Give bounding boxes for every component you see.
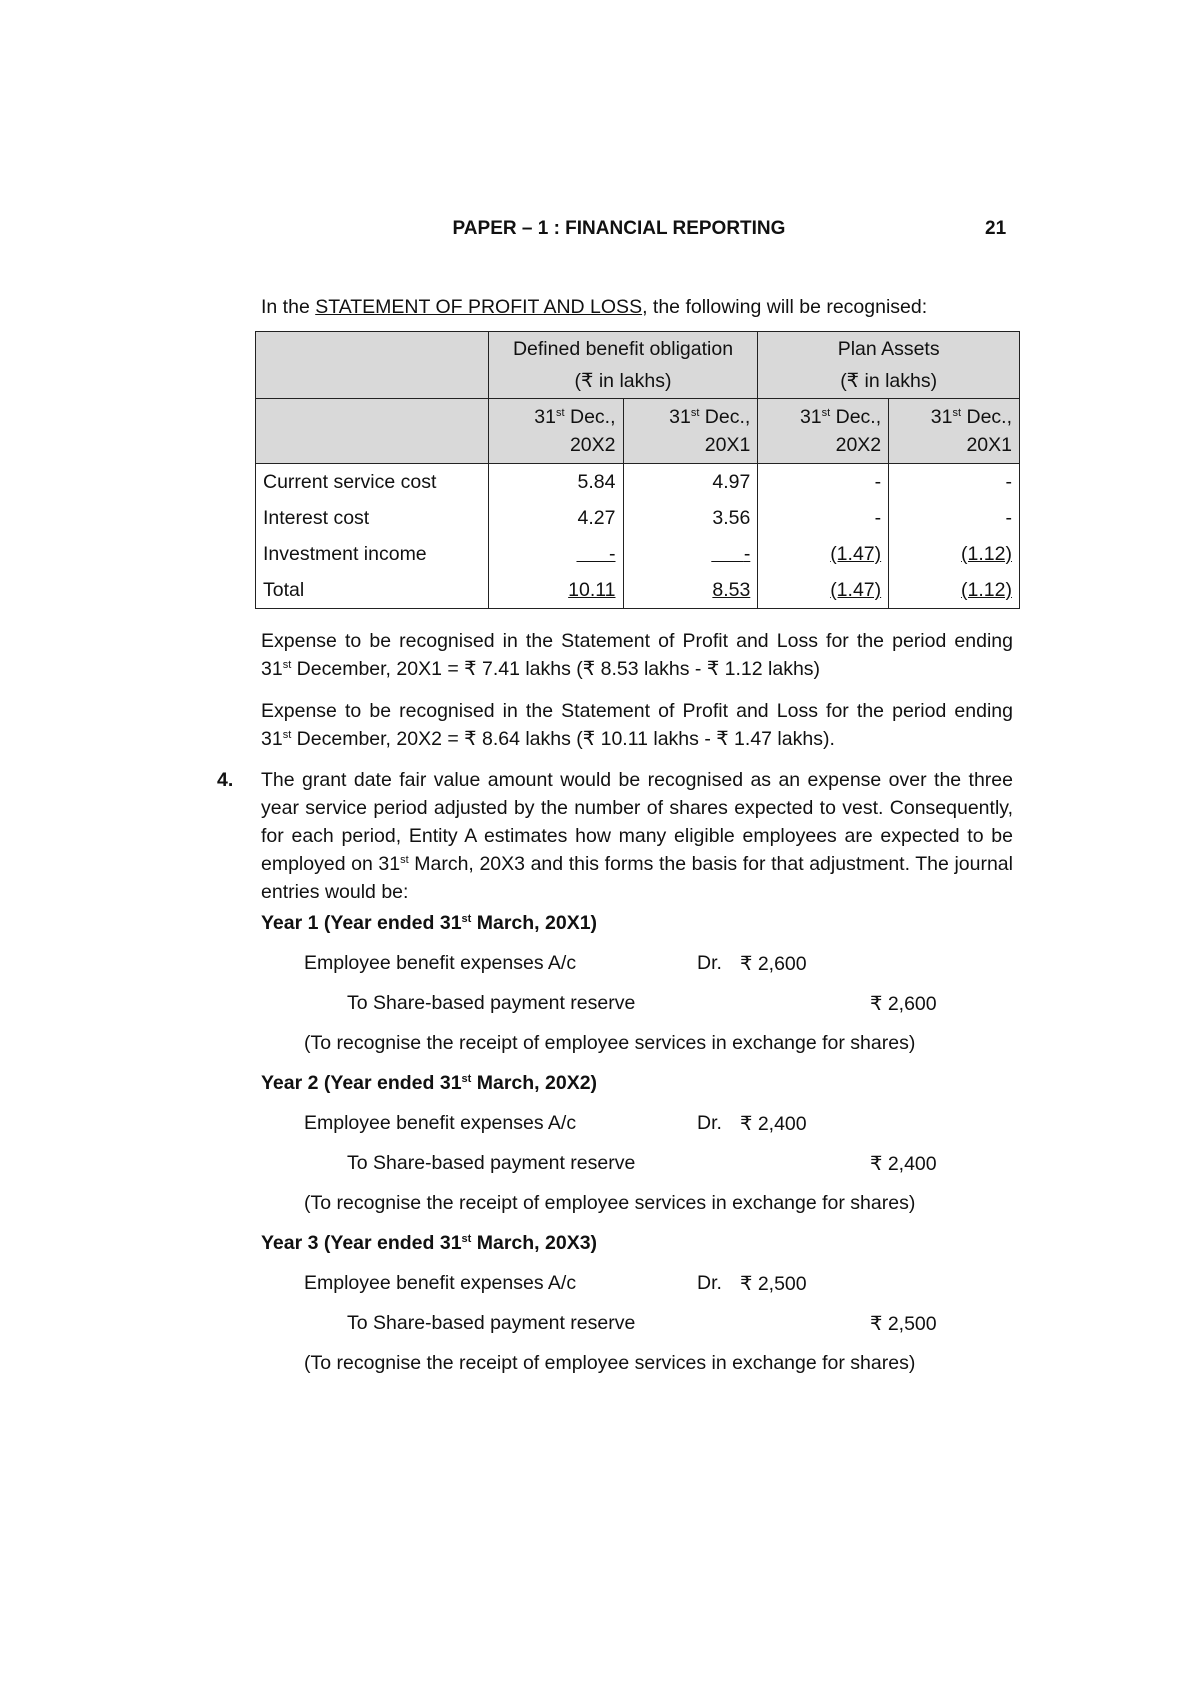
question-4-paragraph: The grant date fair value amount would be recognised as an expense over the three year service period adjusted by the number of shares expected to vest. Consequently, for each period, Entity A estimates how many eligible employees are expected to be employed on 31st March, 20X3 and this forms the basis for that adjustment. The journal entries would be: <box>261 769 1013 903</box>
narration: (To recognise the receipt of employee services in exchange for shares) <box>304 1032 916 1054</box>
profit-loss-table <box>255 331 1020 609</box>
expense-paragraph-20x1 <box>261 627 1013 683</box>
debit-amount: ₹ 2,600 <box>740 953 807 975</box>
debit-account: Employee benefit expenses A/c <box>304 952 577 974</box>
table-cell: 8.53 <box>623 572 758 609</box>
table-header-row-1 <box>256 332 1020 399</box>
row-label: Investment income <box>256 536 489 572</box>
table-cell: - <box>889 500 1020 536</box>
table-row <box>256 464 1020 501</box>
table-cell: (1.12) <box>889 572 1020 609</box>
page-header-title: PAPER – 1 : FINANCIAL REPORTING <box>452 218 786 239</box>
table-cell: - <box>623 536 758 572</box>
table-cell: 4.27 <box>488 500 623 536</box>
header-dbo-line2: (₹ in lakhs) <box>574 370 672 392</box>
table-cell: 5.84 <box>488 464 623 501</box>
table-cell: (1.12) <box>889 536 1020 572</box>
col-header: 31st Dec., 20X2 <box>758 399 889 464</box>
table-row-total <box>256 572 1020 609</box>
header-pa-line2: (₹ in lakhs) <box>840 370 938 392</box>
year-3-heading: Year 3 (Year ended 31st March, 20X3) <box>261 1232 598 1254</box>
para2-line1: Expense to be recognised in the Statement of Profit and Loss for the period ending <box>261 700 1013 722</box>
credit-amount: ₹ 2,400 <box>870 1153 937 1175</box>
debit-amount: ₹ 2,500 <box>740 1273 807 1295</box>
narration: (To recognise the receipt of employee services in exchange for shares) <box>304 1352 916 1374</box>
para1-line2: 31st December, 20X1 = ₹ 7.41 lakhs (₹ 8.53 lakhs - ₹ 1.12 lakhs) <box>261 658 821 680</box>
credit-account: To Share-based payment reserve <box>347 1152 636 1174</box>
table-cell: - <box>889 464 1020 501</box>
debit-amount: ₹ 2,400 <box>740 1113 807 1135</box>
narration: (To recognise the receipt of employee services in exchange for shares) <box>304 1192 916 1214</box>
header-pa-line1: Plan Assets <box>837 338 940 360</box>
intro-before: In the <box>261 296 316 318</box>
intro-underlined: STATEMENT OF PROFIT AND LOSS <box>315 296 643 318</box>
table-cell: - <box>758 464 889 501</box>
table-cell: 10.11 <box>488 572 623 609</box>
question-number: 4. <box>217 769 234 791</box>
row-label: Current service cost <box>256 464 489 501</box>
header-dbo <box>488 332 758 399</box>
expense-paragraph-20x2 <box>261 697 1013 753</box>
para1-line1: Expense to be recognised in the Statement of Profit and Loss for the period ending <box>261 630 1013 652</box>
intro-after: , the following will be recognised: <box>642 296 928 318</box>
credit-amount: ₹ 2,600 <box>870 993 937 1015</box>
col-header: 31st Dec., 20X1 <box>623 399 758 464</box>
row-label: Interest cost <box>256 500 489 536</box>
row-label: Total <box>256 572 489 609</box>
table-cell: - <box>758 500 889 536</box>
dr-label: Dr. <box>697 1272 722 1294</box>
table-row <box>256 536 1020 572</box>
table-cell: (1.47) <box>758 572 889 609</box>
header-plan-assets <box>758 332 1020 399</box>
dr-label: Dr. <box>697 952 722 974</box>
header-blank-cell <box>256 332 489 399</box>
credit-amount: ₹ 2,500 <box>870 1313 937 1335</box>
debit-account: Employee benefit expenses A/c <box>304 1112 577 1134</box>
para2-line2: 31st December, 20X2 = ₹ 8.64 lakhs (₹ 10.11 lakhs - ₹ 1.47 lakhs). <box>261 728 835 750</box>
credit-account: To Share-based payment reserve <box>347 1312 636 1334</box>
debit-account: Employee benefit expenses A/c <box>304 1272 577 1294</box>
table-cell: 3.56 <box>623 500 758 536</box>
page-number: 21 <box>985 218 1007 239</box>
intro-line <box>261 293 927 321</box>
credit-account: To Share-based payment reserve <box>347 992 636 1014</box>
table-header-row-2 <box>256 399 1020 464</box>
header-blank-cell <box>256 399 489 464</box>
table-row <box>256 500 1020 536</box>
table-cell: - <box>488 536 623 572</box>
dr-label: Dr. <box>697 1112 722 1134</box>
col-header: 31st Dec., 20X1 <box>889 399 1020 464</box>
year-2-heading: Year 2 (Year ended 31st March, 20X2) <box>261 1072 598 1094</box>
year-1-heading: Year 1 (Year ended 31st March, 20X1) <box>261 912 598 934</box>
table-cell: (1.47) <box>758 536 889 572</box>
table-cell: 4.97 <box>623 464 758 501</box>
col-header: 31st Dec., 20X2 <box>488 399 623 464</box>
header-dbo-line1: Defined benefit obligation <box>512 338 734 360</box>
